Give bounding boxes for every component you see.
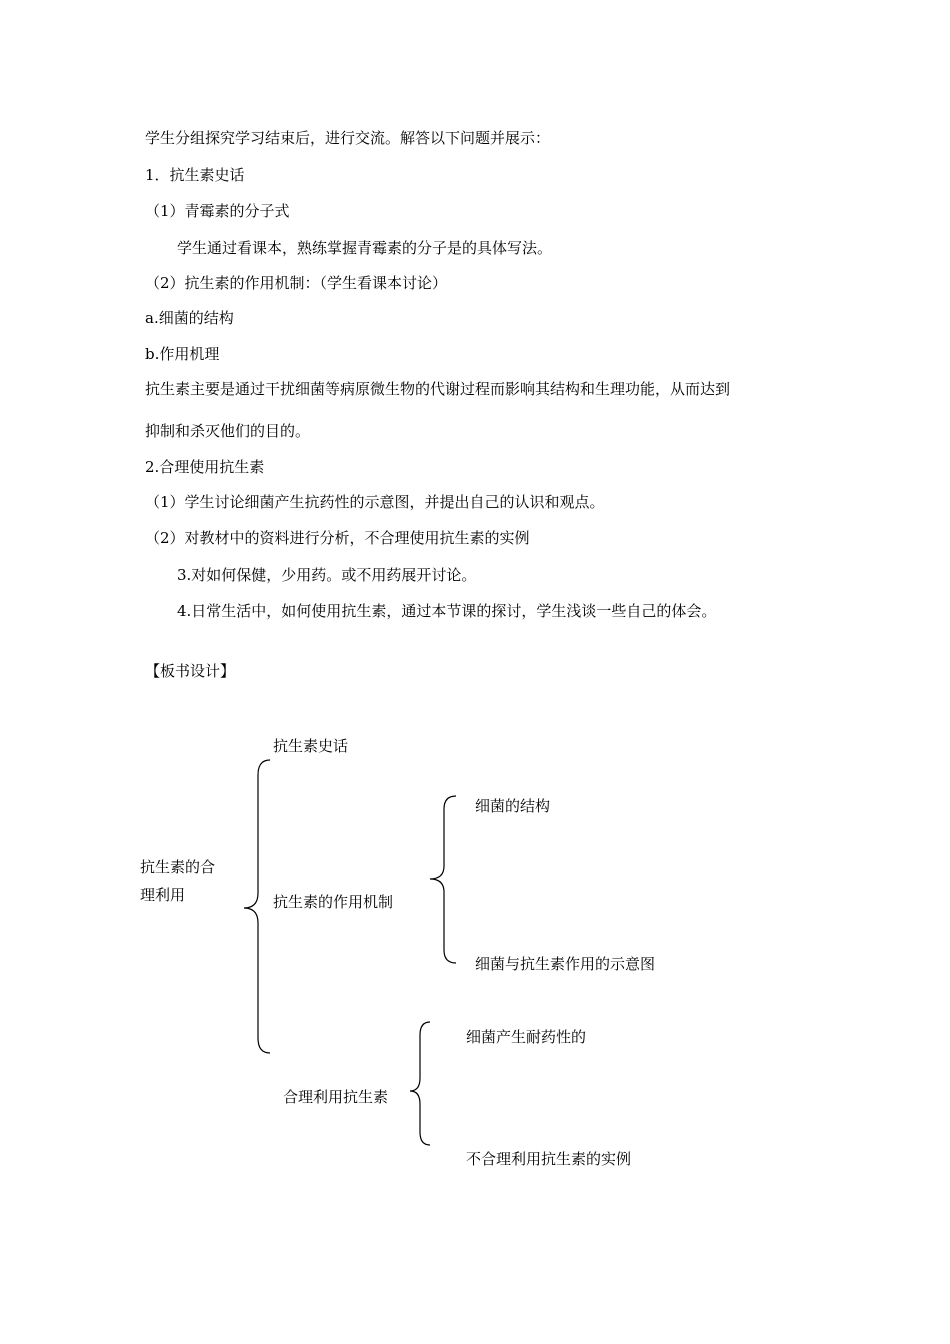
item-material-analysis: （2）对教材中的资料进行分析，不合理使用抗生素的实例 xyxy=(145,529,530,547)
paragraph-penicillin-study: 学生通过看课本，熟练掌握青霉素的分子是的具体写法。 xyxy=(177,239,553,257)
diagram-rational-sub1: 细菌产生耐药性的 xyxy=(466,1028,587,1046)
item-daily-use: 4.日常生活中，如何使用抗生素，通过本节课的探讨，学生浅谈一些自己的体会。 xyxy=(177,602,717,620)
diagram-mechanism-sub1: 细菌的结构 xyxy=(475,797,551,815)
item-resistance-discussion: （1）学生讨论细菌产生抗药性的示意图，并提出自己的认识和观点。 xyxy=(145,493,605,511)
diagram-branch-rational-use: 合理利用抗生素 xyxy=(283,1088,389,1106)
section-title-board-design: 【板书设计】 xyxy=(145,662,236,680)
item-bacteria-structure: a.细菌的结构 xyxy=(145,309,234,327)
diagram-root-line1: 抗生素的合 xyxy=(140,858,216,876)
paragraph-mechanism-line2: 抑制和杀灭他们的目的。 xyxy=(145,422,311,440)
heading-antibiotic-history: 1．抗生素史话 xyxy=(145,166,245,184)
brace-root xyxy=(244,760,270,1053)
item-health-discussion: 3.对如何保健，少用药。或不用药展开讨论。 xyxy=(177,566,477,584)
diagram-branch-mechanism: 抗生素的作用机制 xyxy=(273,893,394,911)
subheading-penicillin-formula: （1）青霉素的分子式 xyxy=(145,202,290,220)
diagram-mechanism-sub2: 细菌与抗生素作用的示意图 xyxy=(475,955,656,973)
heading-rational-use: 2.合理使用抗生素 xyxy=(145,458,265,476)
brace-rational-use xyxy=(410,1022,430,1145)
diagram-rational-sub2: 不合理利用抗生素的实例 xyxy=(466,1150,632,1168)
subheading-mechanism: （2）抗生素的作用机制：（学生看课本讨论） xyxy=(145,274,448,292)
item-mechanism: b.作用机理 xyxy=(145,345,220,363)
diagram-branch-history: 抗生素史话 xyxy=(273,737,349,755)
paragraph-mechanism-line1: 抗生素主要是通过干扰细菌等病原微生物的代谢过程而影响其结构和生理功能，从而达到 xyxy=(145,380,731,398)
diagram-root-line2: 理利用 xyxy=(140,886,186,904)
paragraph-intro: 学生分组探究学习结束后，进行交流。解答以下问题并展示： xyxy=(145,129,551,147)
brace-mechanism xyxy=(430,796,456,963)
